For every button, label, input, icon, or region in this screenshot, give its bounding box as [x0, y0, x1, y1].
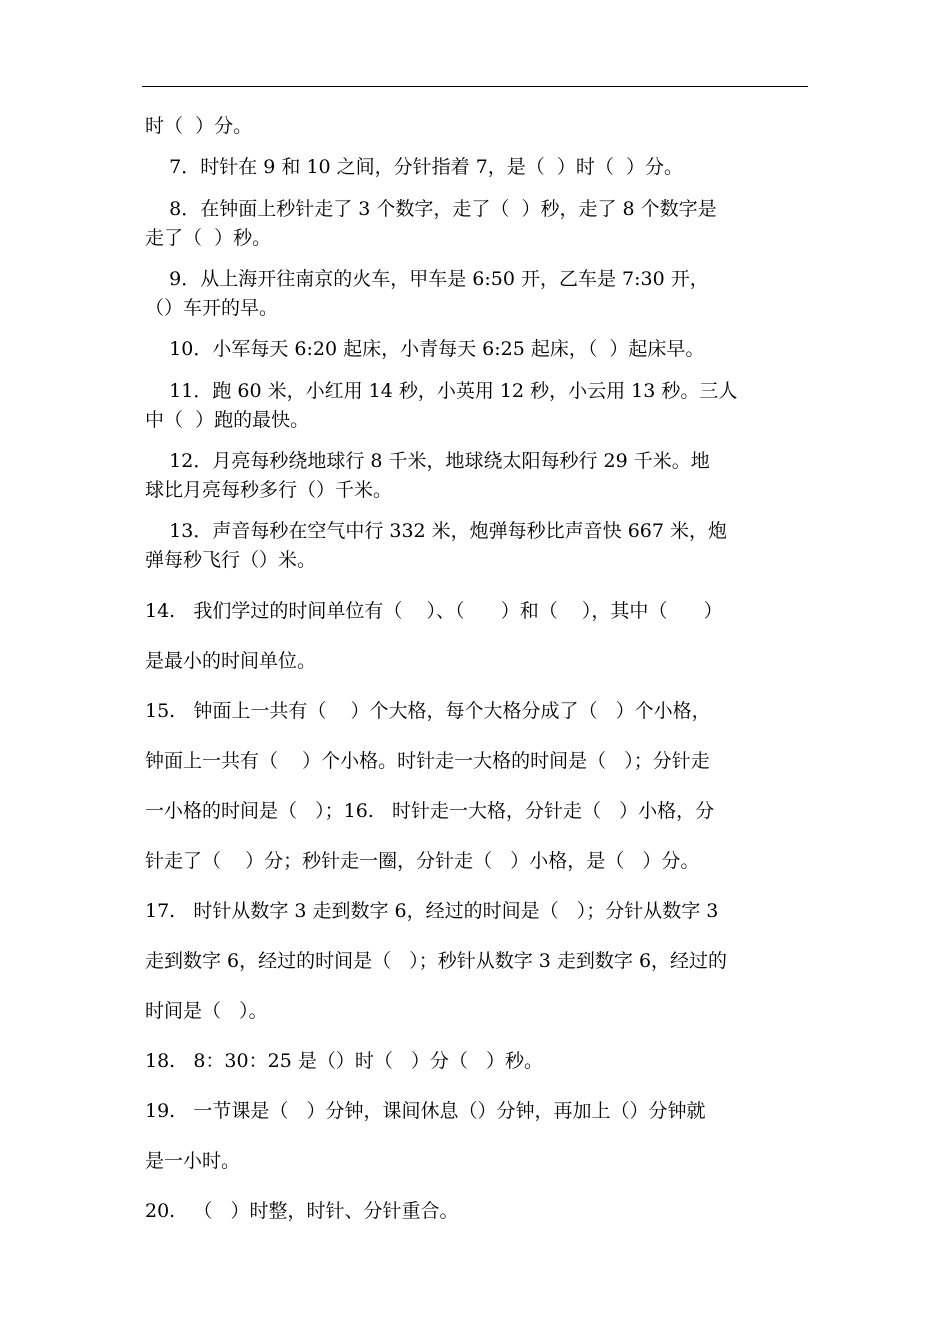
q17-line2: 走到数字 6，经过的时间是（ ）；秒针从数字 3 走到数字 6，经过的: [145, 950, 728, 972]
q17-line1: 17. 时针从数字 3 走到数字 6，经过的时间是（ ）；分针从数字 3: [145, 900, 719, 922]
q15-16-line3: 一小格的时间是（ ）；16. 时针走一大格，分针走（ ）小格，分: [145, 800, 715, 822]
q15-line2: 钟面上一共有（ ）个小格。时针走一大格的时间是（ ）；分针走: [145, 750, 710, 772]
q12-line2: 球比月亮每秒多行（）千米。: [145, 479, 393, 501]
q13-line2: 弹每秒飞行（）米。: [145, 549, 317, 571]
q8-line2: 走了（ ）秒。: [145, 227, 272, 249]
q8-line1: 8．在钟面上秒针走了 3 个数字，走了（ ）秒，走了 8 个数字是: [145, 198, 717, 220]
q9-line1: 9．从上海开往南京的火车，甲车是 6:50 开，乙车是 7:30 开，: [145, 268, 709, 290]
q6-continuation: 时（ ）分。: [145, 115, 253, 137]
q11-line1: 11．跑 60 米，小红用 14 秒，小英用 12 秒，小云用 13 秒。三人: [145, 380, 738, 402]
q18: 18. 8：30：25 是（）时（ ）分（ ）秒。: [145, 1050, 544, 1072]
q17-line3: 时间是（ ）。: [145, 1000, 268, 1022]
q20: 20. （ ）时整，时针、分针重合。: [145, 1200, 459, 1222]
q10: 10．小军每天 6:20 起床，小青每天 6:25 起床，（ ）起床早。: [145, 338, 705, 360]
q16-line2: 针走了（ ）分；秒针走一圈，分针走（ ）小格，是（ ）分。: [145, 850, 700, 872]
q14-line1: 14. 我们学过的时间单位有（ ）、（ ）和（ ），其中（ ）: [145, 600, 723, 622]
header-rule: [142, 86, 808, 87]
q12-line1: 12．月亮每秒绕地球行 8 千米，地球绕太阳每秒行 29 千米。地: [145, 450, 710, 472]
q19-line1: 19. 一节课是（ ）分钟，课间休息（）分钟，再加上（）分钟就: [145, 1100, 706, 1122]
q15-line1: 15. 钟面上一共有（ ）个大格，每个大格分成了（ ）个小格，: [145, 700, 711, 722]
q13-line1: 13．声音每秒在空气中行 332 米，炮弹每秒比声音快 667 米，炮: [145, 520, 728, 542]
q19-line2: 是一小时。: [145, 1150, 241, 1172]
q11-line2: 中（ ）跑的最快。: [145, 409, 310, 431]
q9-line2: （）车开的早。: [145, 297, 279, 319]
q14-line2: 是最小的时间单位。: [145, 650, 317, 672]
q7: 7．时针在 9 和 10 之间，分针指着 7，是（ ）时（ ）分。: [145, 156, 683, 178]
